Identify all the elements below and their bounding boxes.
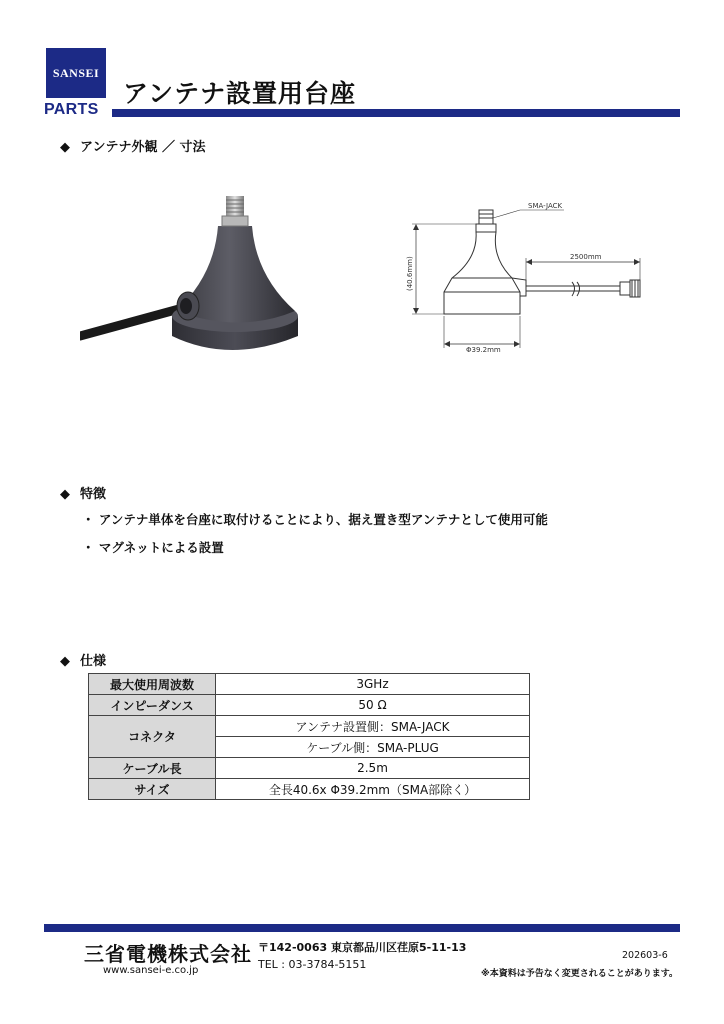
table-row xyxy=(89,779,530,800)
dimension-drawing xyxy=(392,196,662,356)
diamond-bullet-icon: ◆ xyxy=(60,140,70,155)
change-notice: ※本資料は予告なく変更されることがあります。 xyxy=(481,969,679,979)
feature-item: ・ マグネットによる設置 xyxy=(82,540,224,555)
spec-value: 2.5m xyxy=(216,758,530,779)
spec-value: アンテナ設置側：SMA-JACK xyxy=(216,716,530,737)
spec-value: 3GHz xyxy=(216,674,530,695)
footer-divider xyxy=(44,924,680,932)
section-heading-text: アンテナ外観 ／ 寸法 xyxy=(80,140,206,155)
page-title: アンテナ設置用台座 xyxy=(123,79,357,108)
company-url[interactable]: www.sansei-e.co.jp xyxy=(103,965,199,976)
table-row xyxy=(89,716,530,737)
spec-value: 全長40.6x Φ39.2mm（SMA部除く） xyxy=(216,779,530,800)
logo-parts-text: PARTS xyxy=(44,101,99,118)
section-heading-features xyxy=(60,483,106,502)
label-cable-length: 2500mm xyxy=(570,253,602,261)
section-heading-text: 仕様 xyxy=(80,654,107,669)
spec-value: 50 Ω xyxy=(216,695,530,716)
spec-label: コネクタ xyxy=(89,716,216,758)
spec-label: インピーダンス xyxy=(89,695,216,716)
logo-sansei-text: SANSEI xyxy=(46,48,106,98)
section-heading-specs xyxy=(60,650,106,669)
spec-value: ケーブル側：SMA-PLUG xyxy=(216,737,530,758)
diamond-bullet-icon: ◆ xyxy=(60,487,70,502)
title-divider xyxy=(112,109,680,117)
company-tel: TEL : 03-3784-5151 xyxy=(258,958,367,971)
label-sma-jack: SMA-JACK xyxy=(528,202,563,210)
document-number: 202603-6 xyxy=(622,950,668,961)
label-diameter: Φ39.2mm xyxy=(466,346,501,354)
table-row xyxy=(89,758,530,779)
company-address: 〒142-0063 東京都品川区荏原5-11-13 xyxy=(258,941,467,954)
label-height: (40.6mm) xyxy=(406,256,414,291)
product-image xyxy=(80,186,310,361)
diamond-bullet-icon: ◆ xyxy=(60,654,70,669)
spec-table xyxy=(88,673,530,800)
feature-item: ・ アンテナ単体を台座に取付けることにより、据え置き型アンテナとして使用可能 xyxy=(82,512,548,527)
sansei-parts-logo xyxy=(44,44,112,118)
table-row xyxy=(89,674,530,695)
section-heading-text: 特徴 xyxy=(80,487,107,502)
section-heading-appearance xyxy=(60,136,206,155)
company-name: 三省電機株式会社 xyxy=(84,942,252,966)
spec-label: 最大使用周波数 xyxy=(89,674,216,695)
spec-label: サイズ xyxy=(89,779,216,800)
spec-label: ケーブル長 xyxy=(89,758,216,779)
table-row xyxy=(89,695,530,716)
